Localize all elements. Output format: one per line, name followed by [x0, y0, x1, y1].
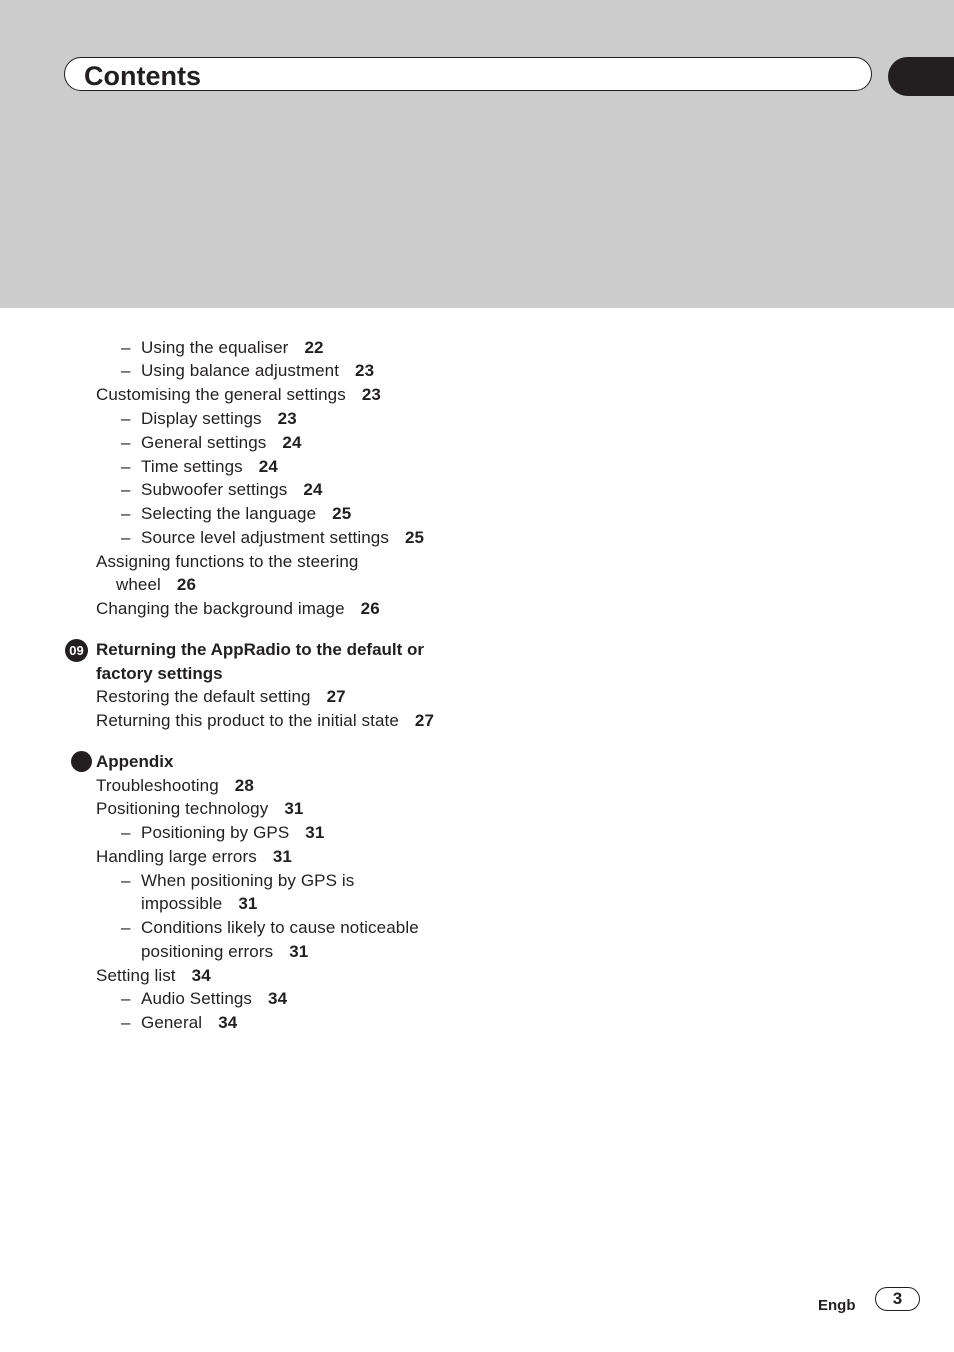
- toc-entry[interactable]: – Positioning by GPS 31: [121, 823, 325, 842]
- page-number: 3: [875, 1287, 920, 1311]
- toc-entry[interactable]: – Using balance adjustment 23: [121, 361, 375, 380]
- toc-entry[interactable]: – When positioning by GPS is: [121, 871, 355, 890]
- toc-entry[interactable]: Troubleshooting 28: [96, 776, 254, 795]
- toc-entry[interactable]: Assigning functions to the steering: [96, 552, 359, 571]
- section-number-badge: 09: [65, 639, 88, 662]
- toc-entry[interactable]: – Source level adjustment settings 25: [121, 528, 425, 547]
- toc-entry[interactable]: Changing the background image 26: [96, 599, 380, 618]
- appendix-bullet-icon: [71, 751, 92, 772]
- toc-entry[interactable]: Restoring the default setting 27: [96, 687, 346, 706]
- section-title-continued[interactable]: factory settings: [96, 664, 223, 683]
- toc-entry[interactable]: Returning this product to the initial state 27: [96, 711, 435, 730]
- toc-entry[interactable]: – Conditions likely to cause noticeable: [121, 918, 419, 937]
- toc-entry[interactable]: – Subwoofer settings 24: [121, 480, 323, 499]
- language-code: Engb: [818, 1297, 856, 1314]
- toc-entry[interactable]: – General settings 24: [121, 433, 302, 452]
- toc-entry[interactable]: – Using the equaliser 22: [121, 338, 324, 357]
- toc-entry[interactable]: Positioning technology 31: [96, 799, 304, 818]
- toc-entry[interactable]: Handling large errors 31: [96, 847, 292, 866]
- toc-entry[interactable]: Setting list 34: [96, 966, 211, 985]
- chapter-tab: [888, 57, 954, 96]
- toc-entry[interactable]: – Selecting the language 25: [121, 504, 352, 523]
- toc-entry[interactable]: Customising the general settings 23: [96, 385, 381, 404]
- toc-entry[interactable]: – Display settings 23: [121, 409, 297, 428]
- appendix-title[interactable]: Appendix: [96, 752, 174, 771]
- header-band: [0, 0, 954, 308]
- page-title: Contents: [84, 61, 201, 91]
- toc-entry-continued[interactable]: wheel 26: [116, 575, 197, 594]
- section-title[interactable]: Returning the AppRadio to the default or: [96, 640, 425, 659]
- toc-entry-continued[interactable]: positioning errors 31: [141, 942, 309, 961]
- toc-entry[interactable]: – Audio Settings 34: [121, 989, 288, 1008]
- toc-entry[interactable]: – General 34: [121, 1013, 238, 1032]
- toc-entry[interactable]: – Time settings 24: [121, 457, 278, 476]
- toc-entry-continued[interactable]: impossible 31: [141, 894, 258, 913]
